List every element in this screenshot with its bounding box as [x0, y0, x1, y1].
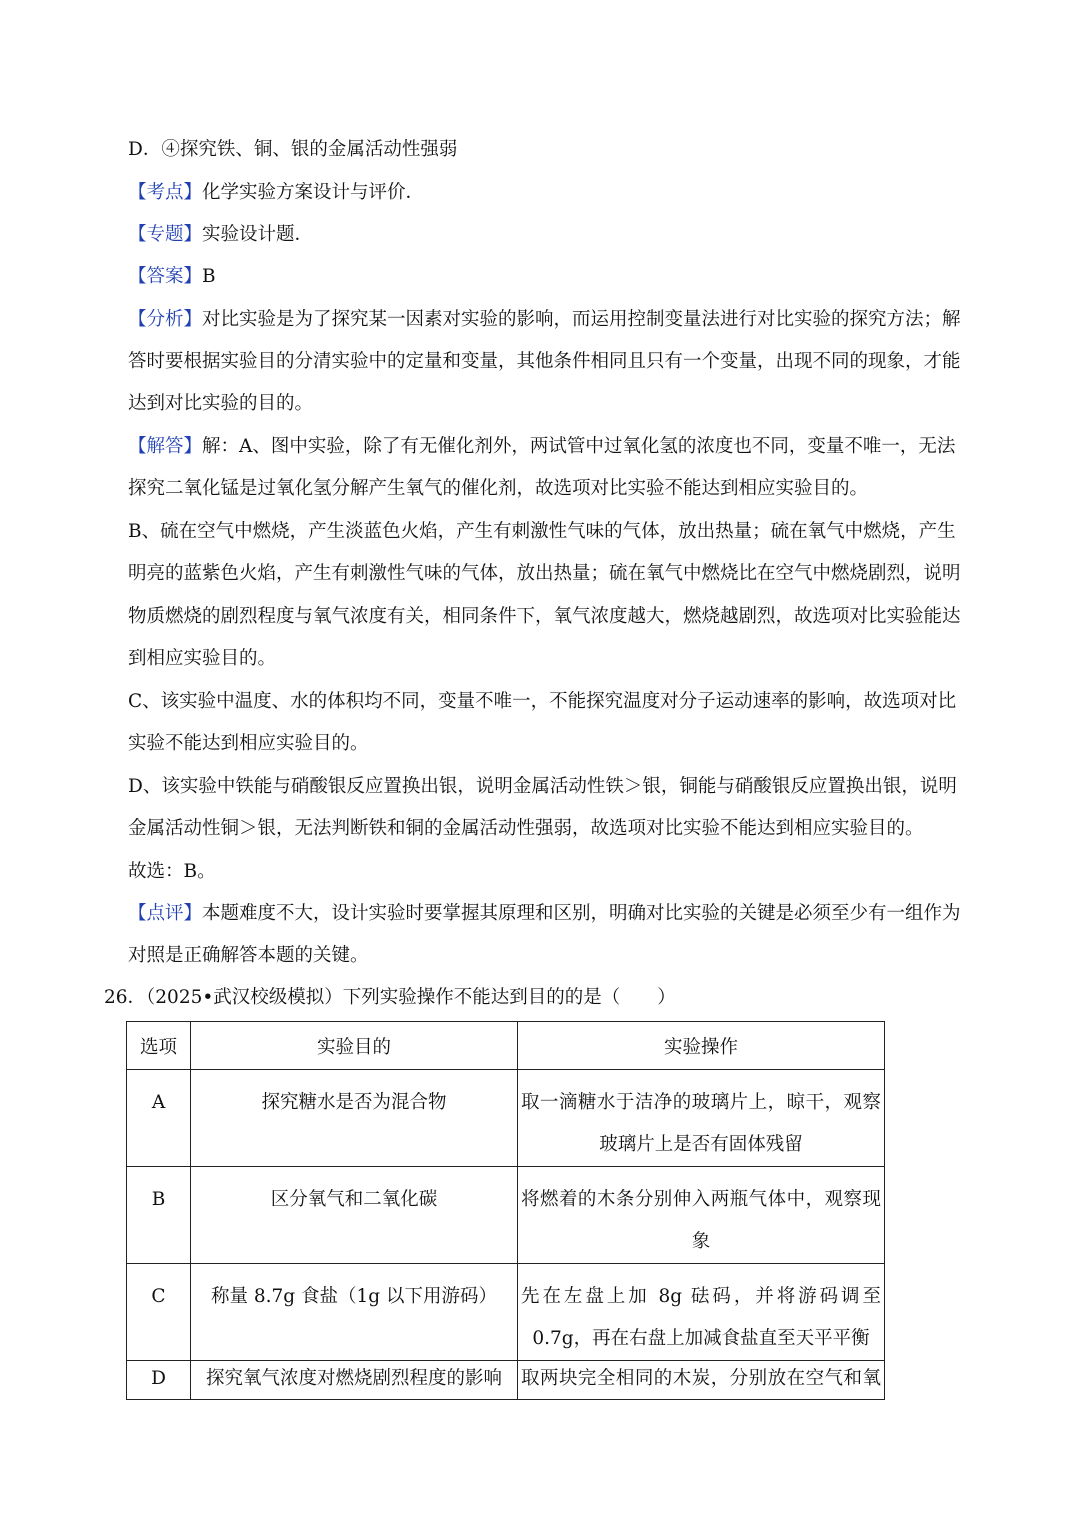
kaodian-text: 化学实验方案设计与评价．	[202, 182, 425, 203]
header-purpose: 实验目的	[191, 1022, 518, 1070]
c-line-1: C、该实验中温度、水的体积均不同，变量不唯一，不能探究温度对分子运动速率的影响，故选项对比	[128, 691, 957, 712]
row-purpose: 区分氧气和二氧化碳	[191, 1167, 518, 1264]
zhuanti-line	[128, 223, 313, 247]
guxuan-line: 故选：B。	[128, 861, 216, 882]
row-operation: 取一滴糖水于洁净的玻璃片上，晾干，观察玻璃片上是否有固体残留	[518, 1070, 885, 1167]
table-row	[127, 1167, 885, 1264]
dianping-line-1	[128, 902, 961, 926]
header-option: 选项	[127, 1022, 191, 1070]
fenxi-line-1	[128, 308, 961, 332]
b-line-2: 明亮的蓝紫色火焰，产生有刺激性气味的气体，放出热量；硫在氧气中燃烧比在空气中燃烧剧烈，说明	[128, 563, 961, 584]
option-d-text: D．④探究铁、铜、银的金属活动性强弱	[128, 139, 458, 160]
d-line-2: 金属活动性铜＞银，无法判断铁和铜的金属活动性强弱，故选项对比实验不能达到相应实验目的。	[128, 818, 924, 839]
table-row	[127, 1070, 885, 1167]
c-line-2: 实验不能达到相应实验目的。	[128, 733, 369, 754]
row-option: A	[127, 1070, 191, 1167]
question-table	[126, 1021, 885, 1400]
b-line-1: B、硫在空气中燃烧，产生淡蓝色火焰，产生有刺激性气味的气体，放出热量；硫在氧气中燃烧，产生	[128, 521, 956, 542]
table-header-row	[127, 1022, 885, 1070]
table-row	[127, 1264, 885, 1361]
jieda-tag: 【解答】	[128, 436, 203, 457]
row-purpose: 探究糖水是否为混合物	[191, 1070, 518, 1167]
row-option: C	[127, 1264, 191, 1361]
jieda-line-2: 探究二氧化锰是过氧化氢分解产生氧气的催化剂，故选项对比实验不能达到相应实验目的。	[128, 478, 869, 499]
dianping-text-1: 本题难度不大，设计实验时要掌握其原理和区别，明确对比实验的关键是必须至少有一组作为	[202, 903, 961, 924]
row-operation: 先在左盘上加 8g 砝码，并将游码调至 0.7g，再在右盘上加减食盐直至天平平衡	[518, 1264, 885, 1361]
zhuanti-tag: 【专题】	[128, 224, 203, 245]
jieda-line-1	[128, 435, 955, 459]
b-line-4: 到相应实验目的。	[128, 648, 277, 669]
fenxi-text-1: 对比实验是为了探究某一因素对实验的影响，而运用控制变量法进行对比实验的探究方法；解	[202, 309, 961, 330]
fenxi-tag: 【分析】	[128, 309, 203, 330]
row-operation: 取两块完全相同的木炭，分别放在空气和氧	[518, 1361, 885, 1400]
daan-line	[128, 265, 216, 289]
table-row	[127, 1361, 885, 1400]
question-26: 26．（2025•武汉校级模拟）下列实验操作不能达到目的的是（ ）	[104, 987, 676, 1008]
row-option: B	[127, 1167, 191, 1264]
row-purpose: 探究氧气浓度对燃烧剧烈程度的影响	[191, 1361, 518, 1400]
daan-tag: 【答案】	[128, 266, 203, 287]
kaodian-tag: 【考点】	[128, 182, 203, 203]
row-operation: 将燃着的木条分别伸入两瓶气体中，观察现象	[518, 1167, 885, 1264]
row-option: D	[127, 1361, 191, 1400]
d-line-1: D、该实验中铁能与硝酸银反应置换出银，说明金属活动性铁＞银，铜能与硝酸银反应置换出银，说明	[128, 776, 957, 797]
dianping-tag: 【点评】	[128, 903, 203, 924]
b-line-3: 物质燃烧的剧烈程度与氧气浓度有关，相同条件下，氧气浓度越大，燃烧越剧烈，故选项对比实验能达	[128, 606, 961, 627]
header-operation: 实验操作	[518, 1022, 885, 1070]
row-purpose: 称量 8.7g 食盐（1g 以下用游码）	[191, 1264, 518, 1361]
fenxi-line-3: 达到对比实验的目的。	[128, 393, 314, 414]
fenxi-line-2: 答时要根据实验目的分清实验中的定量和变量，其他条件相同且只有一个变量，出现不同的现象，才能	[128, 351, 961, 372]
kaodian-line	[128, 181, 424, 205]
dianping-line-2: 对照是正确解答本题的关键。	[128, 945, 369, 966]
zhuanti-text: 实验设计题．	[202, 224, 314, 245]
daan-text: B	[202, 266, 216, 287]
jieda-text-1: 解：A、图中实验，除了有无催化剂外，两试管中过氧化氢的浓度也不同，变量不唯一，无法	[202, 436, 956, 457]
